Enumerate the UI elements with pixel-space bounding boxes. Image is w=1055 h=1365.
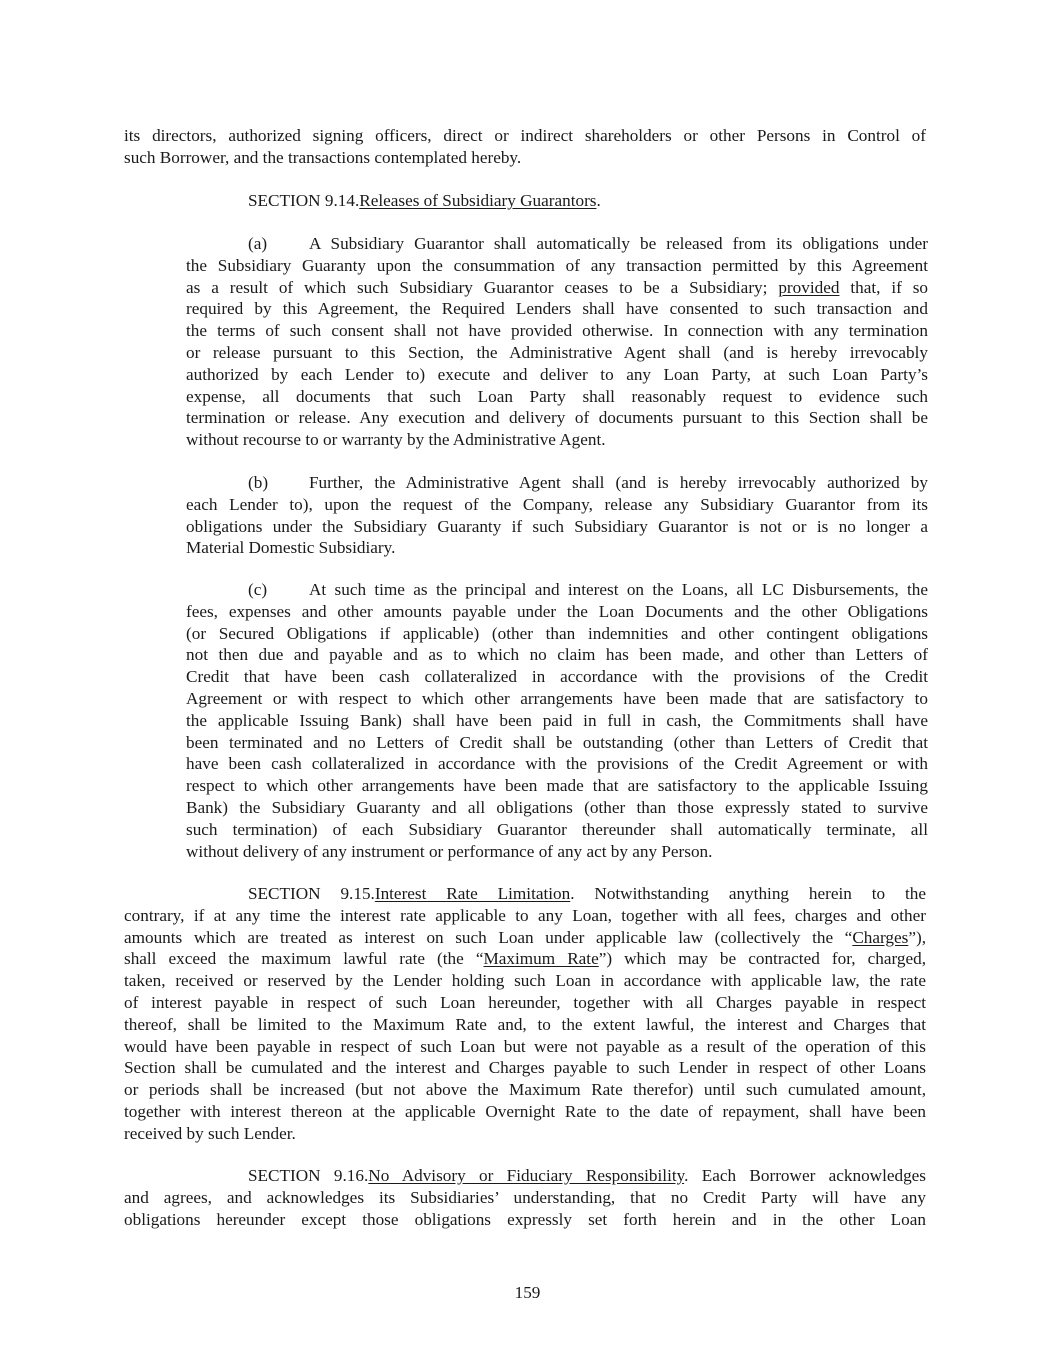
- text-line: without delivery of any instrument or performance of any act by any Person.: [186, 841, 713, 861]
- text-line: each Lender to), upon the request of the Company, release any Subsidiary Guarantor from its: [186, 494, 928, 514]
- text-line: respect to which other arrangements have been made that are satisfactory to the applicable Issuing: [186, 776, 928, 796]
- text-line: and agrees, and acknowledges its Subsidiaries’ understanding, that no Credit Party will have any: [124, 1187, 926, 1207]
- text-line: Credit that have been cash collateralized in accordance with the provisions of the Credit: [186, 667, 928, 687]
- section-title: Releases of Subsidiary Guarantors: [359, 191, 597, 210]
- text-line: contrary, if at any time the interest rate applicable to any Loan, together with all fees, charges and other: [124, 905, 926, 925]
- text-line: would have been payable in respect of such Loan but were not payable as a result of the operation of this: [124, 1036, 926, 1056]
- text-line: amounts which are treated as interest on such Loan under applicable law (collectively the “Charges”),: [124, 927, 926, 947]
- section-number: SECTION 9.16.: [248, 1166, 369, 1185]
- section-9-15: [124, 883, 926, 1145]
- text-line: termination or release. Any execution and delivery of documents pursuant to this Section shall be: [186, 408, 928, 428]
- text-line: as a result of which such Subsidiary Guarantor ceases to be a Subsidiary; provided that, if so: [186, 277, 929, 297]
- paragraph-label: (b): [248, 473, 269, 492]
- text-line: the applicable Issuing Bank) shall have been paid in full in cash, the Commitments shall have: [186, 710, 928, 730]
- section-9-14-heading: SECTION 9.14.Releases of Subsidiary Guarantors.: [248, 191, 601, 210]
- intro-paragraph: [124, 125, 926, 169]
- text-line: fees, expenses and other amounts payable under the Loan Documents and the other Obligations: [186, 601, 928, 621]
- text-line: (or Secured Obligations if applicable) (other than indemnities and other contingent obligations: [186, 623, 928, 643]
- section-9-15-heading: SECTION 9.15.Interest Rate Limitation. Notwithstanding anything herein to the: [248, 884, 926, 903]
- text-line: taken, received or reserved by the Lender holding such Loan in accordance with applicable law, the rate: [124, 971, 926, 991]
- text-line: Bank) the Subsidiary Guaranty and all obligations (other than those expressly stated to survive: [186, 797, 928, 817]
- paragraph-a: (a) A Subsidiary Guarantor shall automatically be released from its obligations under the Subsidiary Guaranty upon the consummation of any transaction permitted by this Agreement as a result of which such Subsidiary Guarantor ceases to be a Subsidiary; provided that, if so required by this Agreement, the Required Lenders shall have consented to such transaction and the terms of such consent shall not have provided otherwise. In connection with any termination or release pursuant to this Section, the Administrative Agent shall (and is hereby irrevocably authorized by each Lender to) execute and deliver to any Loan Party, at such Loan Party’s expense, all documents that such Loan Party shall reasonably request to evidence such termination or release. Any execution and delivery of documents pursuant to this Section shall be without recourse to or warranty by the Administrative Agent.: [186, 234, 929, 450]
- text-line: thereof, shall be limited to the Maximum Rate and, to the extent lawful, the interest and Charges that: [124, 1014, 926, 1034]
- text-line: such Borrower, and the transactions contemplated hereby.: [124, 147, 522, 167]
- text-line: or periods shall be increased (but not above the Maximum Rate therefor) until such cumulated amount,: [124, 1080, 926, 1100]
- section-title: Interest Rate Limitation: [374, 884, 571, 903]
- text-line: its directors, authorized signing officers, direct or indirect shareholders or other Persons in Control of: [124, 126, 926, 145]
- text-line: Section shall be cumulated and the interest and Charges payable to such Lender in respect of other Loans: [124, 1058, 926, 1078]
- text-line: of interest payable in respect of such Loan hereunder, together with all Charges payable in respect: [124, 992, 926, 1012]
- text-line: not then due and payable and as to which no claim has been made, and other than Letters of: [186, 645, 928, 665]
- text-line: shall exceed the maximum lawful rate (the “Maximum Rate”) which may be contracted for, charged,: [124, 949, 927, 969]
- paragraph-c: (c) At such time as the principal and interest on the Loans, all LC Disbursements, the fees, expenses and other amounts payable under the Loan Documents and the other Obligations (or Secured Obligations if applicable) (other than indemnities and other contingent obligations not then due and payable and as to which no claim has been made, and other than Letters of Credit that have been cash collateralized in accordance with the provisions of the Credit Agreement or with respect to which other arrangements have been made that are satisfactory to the applicable Issuing Bank) shall have been paid in full in cash, the Commitments shall have been terminated and no Letters of Credit shall be outstanding (other than Letters of Credit that have been cash collateralized in accordance with the provisions of the Credit Agreement or with respect to which other arrangements have been made that are satisfactory to the applicable Issuing Bank) the Subsidiary Guaranty and all obligations (other than those expressly stated to survive such termination) of each Subsidiary Guarantor thereunder shall automatically terminate, all without delivery of any instrument or performance of any act by any Person.: [186, 580, 928, 861]
- paragraph-b: (b) Further, the Administrative Agent shall (and is hereby irrevocably authorized by each Lender to), upon the request of the Company, release any Subsidiary Guarantor from its obligations under the Subsidiary Guaranty if such Subsidiary Guarantor is not or is no longer a Material Domestic Subsidiary.: [186, 473, 928, 558]
- text-line: expense, all documents that such Loan Party shall reasonably request to evidence such: [186, 386, 928, 406]
- text-line: such termination) of each Subsidiary Guarantor thereunder shall automatically terminate, all: [186, 819, 928, 839]
- defined-term-charges: Charges: [852, 927, 909, 947]
- paragraph-label: (c): [248, 580, 268, 599]
- section-title: No Advisory or Fiduciary Responsibility: [368, 1166, 685, 1185]
- text-line: have been cash collateralized in accordance with the provisions of the Credit Agreement or with: [186, 754, 928, 774]
- defined-term-maximum-rate: Maximum Rate: [483, 949, 599, 969]
- text-line: Material Domestic Subsidiary.: [186, 538, 396, 558]
- text-line: obligations hereunder except those obligations expressly set forth herein and in the other Loan: [124, 1209, 926, 1229]
- section-9-16-heading: SECTION 9.16.No Advisory or Fiduciary Responsibility. Each Borrower acknowledges: [248, 1166, 926, 1185]
- text-line: been terminated and no Letters of Credit shall be outstanding (other than Letters of Credit that: [186, 732, 928, 752]
- page-number: 159: [514, 1283, 541, 1302]
- defined-term-provided: provided: [778, 277, 840, 297]
- paragraph-label: (a): [248, 234, 268, 253]
- text-line: required by this Agreement, the Required Lenders shall have consented to such transaction and: [186, 299, 928, 319]
- text-line: obligations under the Subsidiary Guaranty if such Subsidiary Guarantor is not or is no longer a: [186, 516, 928, 536]
- text-line: or release pursuant to this Section, the Administrative Agent shall (and is hereby irrevocably: [186, 342, 928, 362]
- text-line: Agreement or with respect to which other arrangements have been made that are satisfactory to: [186, 688, 928, 708]
- text-line: together with interest thereon at the applicable Overnight Rate to the date of repayment, shall have been: [124, 1101, 926, 1121]
- section-number: SECTION 9.15.: [248, 884, 375, 903]
- text-line: without recourse to or warranty by the Administrative Agent.: [186, 430, 606, 450]
- text-line: received by such Lender.: [124, 1123, 296, 1143]
- text-line: the Subsidiary Guaranty upon the consummation of any transaction permitted by this Agreement: [186, 255, 928, 275]
- text-line: the terms of such consent shall not have provided otherwise. In connection with any termination: [186, 321, 928, 341]
- section-number: SECTION 9.14.: [248, 191, 360, 210]
- section-9-16: [124, 1165, 926, 1230]
- text-line: authorized by each Lender to) execute and deliver to any Loan Party, at such Loan Party’s: [186, 364, 928, 384]
